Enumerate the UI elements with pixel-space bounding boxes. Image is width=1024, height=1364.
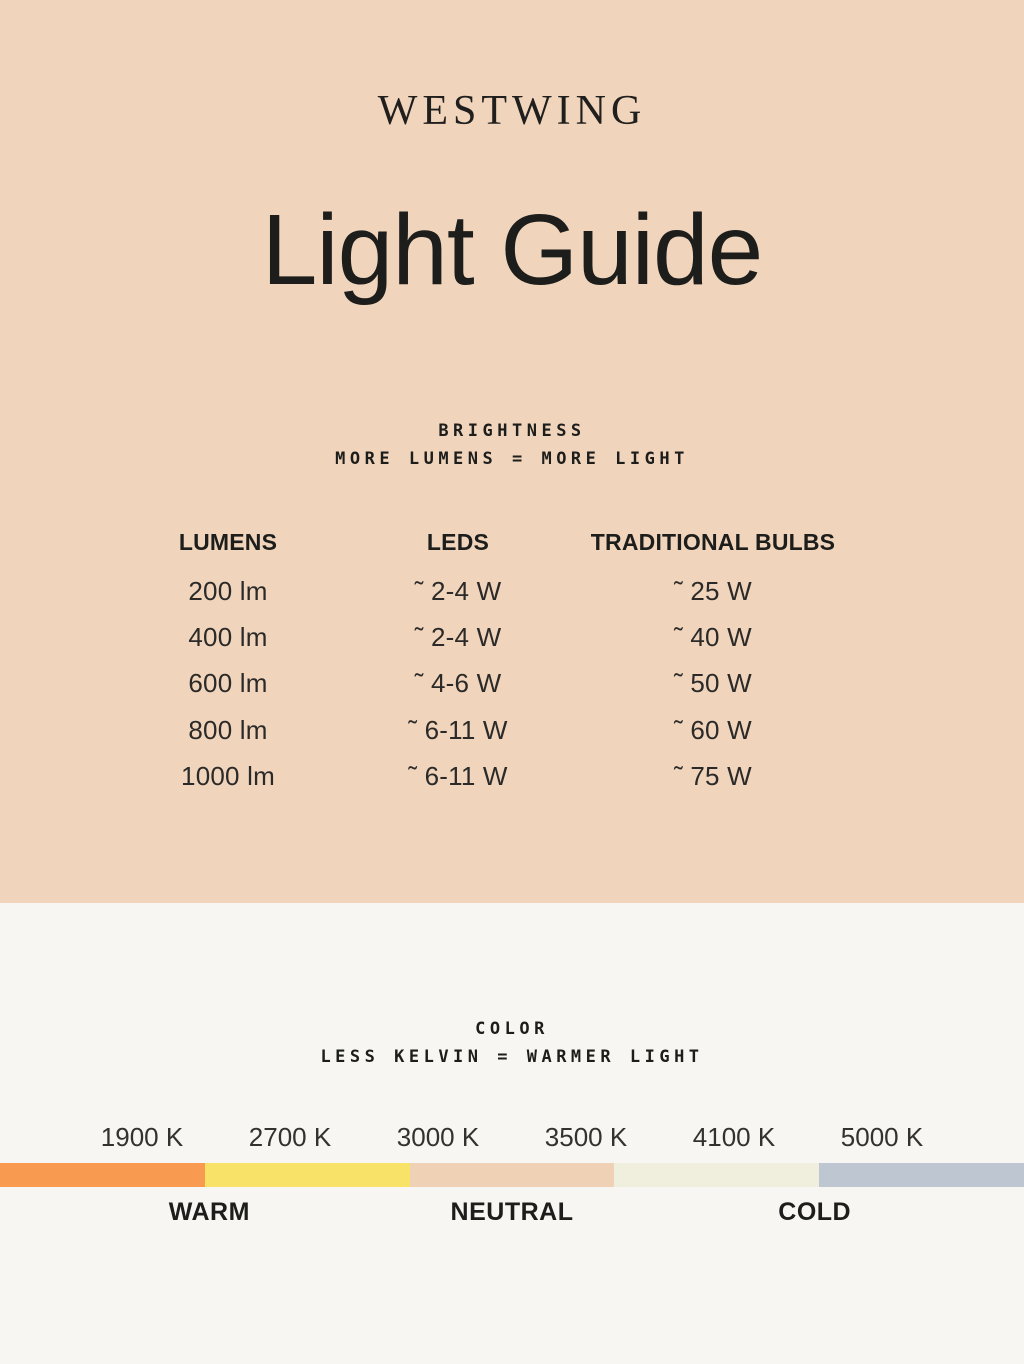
- zone-label-neutral: NEUTRAL: [450, 1198, 574, 1226]
- lumens-table: [98, 522, 968, 800]
- page-title: Light Guide: [261, 194, 763, 306]
- scale-segment-warm-yellow: [205, 1163, 410, 1187]
- cell-bulb-watts: ˜ 50 W: [674, 668, 752, 699]
- scale-segment-neutral-peach: [410, 1163, 615, 1187]
- brightness-subheading: MORE LUMENS = MORE LIGHT: [335, 449, 689, 469]
- cell-led-watts: ˜ 2-4 W: [414, 622, 502, 653]
- brightness-heading: BRIGHTNESS: [438, 421, 586, 441]
- cell-led-watts: ˜ 6-11 W: [408, 714, 508, 745]
- cell-led-watts: ˜ 6-11 W: [408, 761, 508, 792]
- zone-label-cold: COLD: [778, 1198, 852, 1226]
- cell-lumens: 200 lm: [188, 575, 268, 606]
- header-traditional-bulbs: TRADITIONAL BULBS: [590, 528, 836, 555]
- table-row: [98, 661, 968, 707]
- table-row: [98, 754, 968, 800]
- table-header-row: [98, 522, 968, 562]
- kelvin-label-2700: 2700 K: [248, 1122, 332, 1152]
- color-subheading: LESS KELVIN = WARMER LIGHT: [320, 1047, 704, 1067]
- color-heading: COLOR: [475, 1019, 549, 1039]
- scale-segment-cold-gray: [819, 1163, 1024, 1187]
- table-row: [98, 614, 968, 660]
- color-temperature-scale-bar: [0, 1163, 1024, 1187]
- kelvin-label-3000: 3000 K: [396, 1122, 480, 1152]
- temperature-zone-labels: [58, 1198, 966, 1227]
- kelvin-label-5000: 5000 K: [840, 1122, 924, 1152]
- kelvin-label-4100: 4100 K: [692, 1122, 776, 1152]
- cell-lumens: 1000 lm: [181, 761, 275, 792]
- kelvin-label-1900: 1900 K: [100, 1122, 184, 1152]
- westwing-logo: WESTWING: [377, 88, 647, 134]
- header-leds: LEDS: [426, 528, 490, 555]
- scale-segment-neutral-cream: [614, 1163, 819, 1187]
- zone-label-warm: WARM: [168, 1198, 250, 1226]
- cell-led-watts: ˜ 4-6 W: [414, 668, 502, 699]
- cell-lumens: 800 lm: [188, 714, 268, 745]
- cell-bulb-watts: ˜ 75 W: [674, 761, 752, 792]
- cell-bulb-watts: ˜ 60 W: [674, 714, 752, 745]
- scale-segment-warm-orange: [0, 1163, 205, 1187]
- cell-led-watts: ˜ 2-4 W: [414, 575, 502, 606]
- table-row: [98, 568, 968, 614]
- cell-lumens: 600 lm: [188, 668, 268, 699]
- header-lumens: LUMENS: [178, 528, 278, 555]
- kelvin-label-3500: 3500 K: [544, 1122, 628, 1152]
- cell-bulb-watts: ˜ 25 W: [674, 575, 752, 606]
- kelvin-scale-labels: [68, 1122, 956, 1153]
- cell-lumens: 400 lm: [188, 622, 268, 653]
- table-row: [98, 707, 968, 753]
- cell-bulb-watts: ˜ 40 W: [674, 622, 752, 653]
